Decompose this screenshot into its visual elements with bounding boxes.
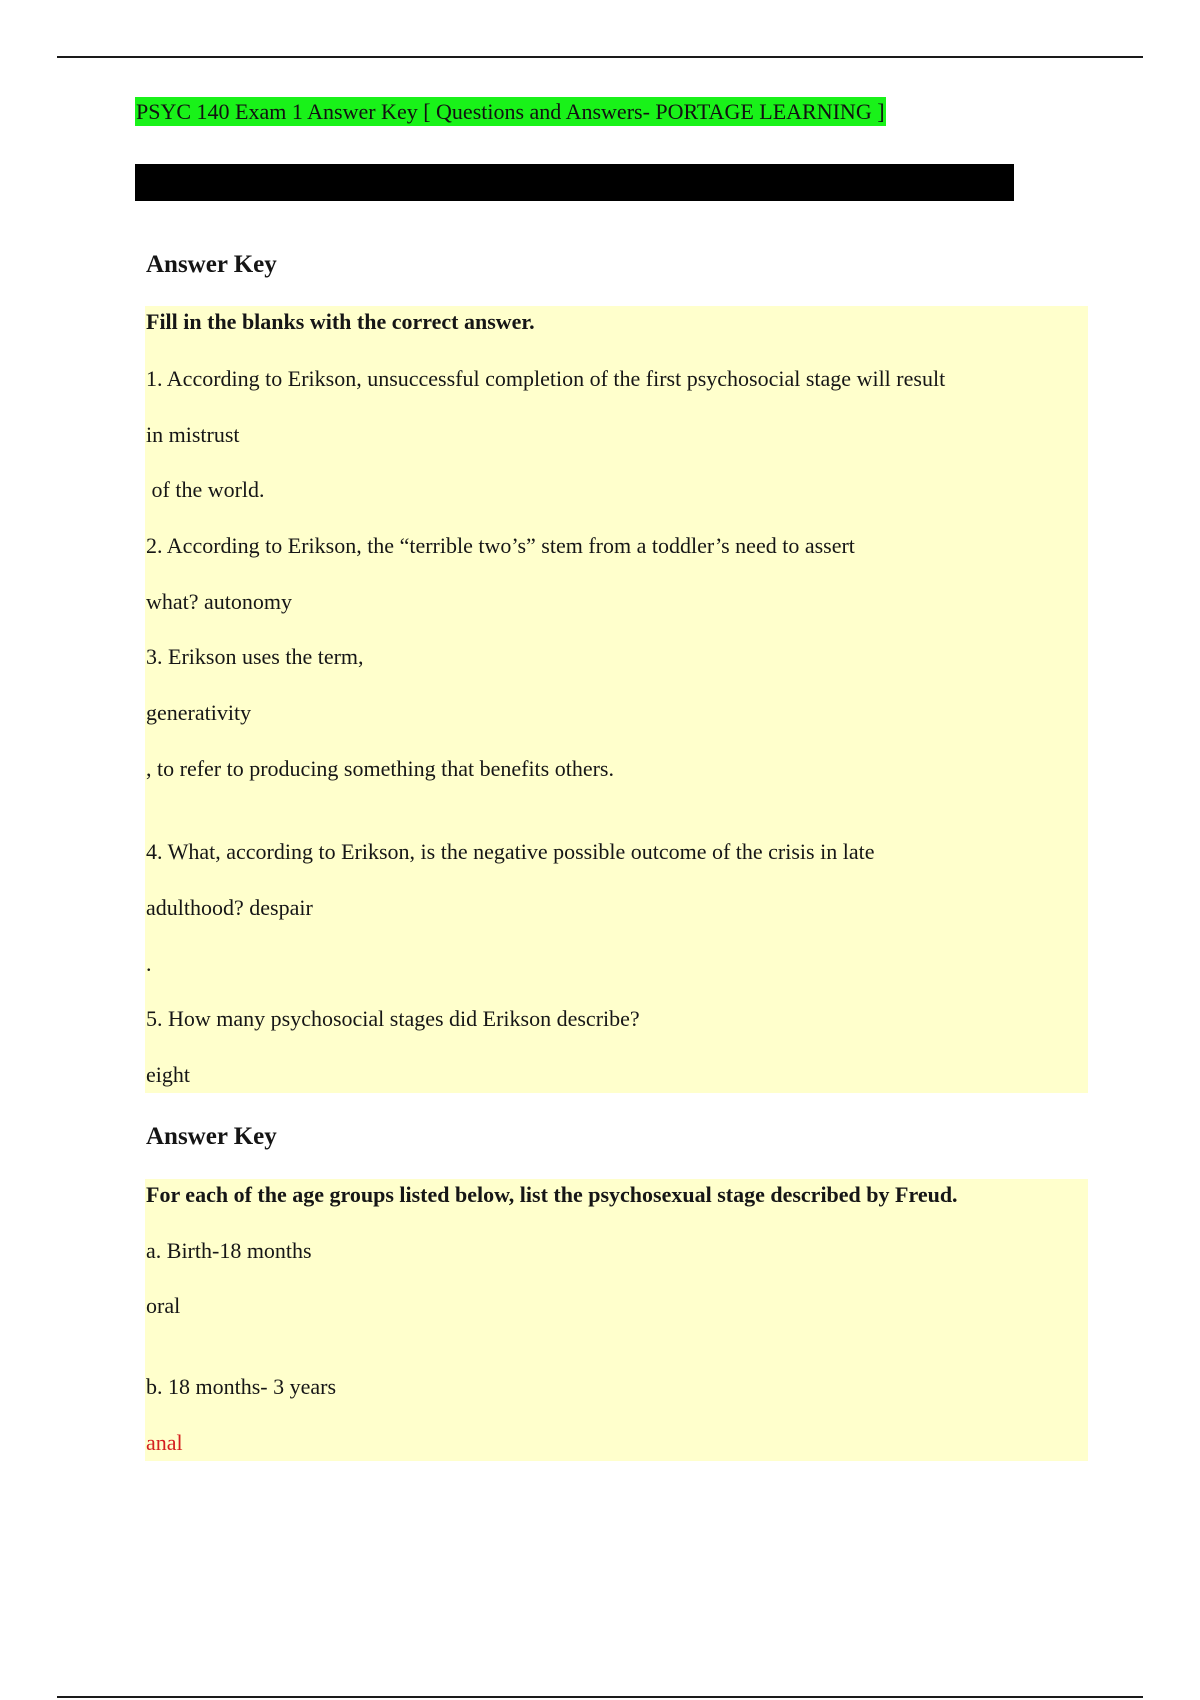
item-b-text: b. 18 months- 3 years [146, 1374, 337, 1399]
question-2-answer: what? autonomy [146, 589, 293, 614]
instruction-2: For each of the age groups listed below, list the psychosexual stage described by Freud. [146, 1182, 958, 1207]
question-3-answer: generativity [146, 700, 252, 725]
question-1-tail: of the world. [146, 477, 265, 502]
question-5-text: 5. How many psychosocial stages did Erikson describe? [146, 1006, 640, 1031]
question-4-answer: adulthood? despair [146, 895, 313, 920]
redaction-bar [135, 164, 1014, 201]
answer-box-2 [145, 1179, 1088, 1461]
item-b-answer: anal [146, 1430, 183, 1455]
question-5-answer: eight [146, 1062, 190, 1087]
instruction-1: Fill in the blanks with the correct answer. [146, 309, 535, 334]
item-a-text: a. Birth-18 months [146, 1238, 312, 1263]
question-4-text: 4. What, according to Erikson, is the negative possible outcome of the crisis in late [146, 839, 875, 864]
answer-box-1 [145, 306, 1088, 1093]
document-title: PSYC 140 Exam 1 Answer Key [ Questions and Answers- PORTAGE LEARNING ] [136, 99, 885, 124]
section-heading-1: Answer Key [146, 251, 277, 278]
question-4-tail: . [146, 951, 152, 976]
question-3-text: 3. Erikson uses the term, [146, 644, 364, 669]
item-a-answer: oral [146, 1293, 181, 1318]
question-3-tail: , to refer to producing something that benefits others. [146, 756, 614, 781]
question-1-answer: in mistrust [146, 422, 240, 447]
bottom-rule [57, 1696, 1143, 1698]
question-1-text: 1. According to Erikson, unsuccessful completion of the first psychosocial stage will result [146, 366, 946, 391]
question-2-text: 2. According to Erikson, the “terrible two’s” stem from a toddler’s need to assert [146, 533, 855, 558]
top-rule [57, 56, 1143, 58]
section-heading-2: Answer Key [146, 1123, 277, 1150]
